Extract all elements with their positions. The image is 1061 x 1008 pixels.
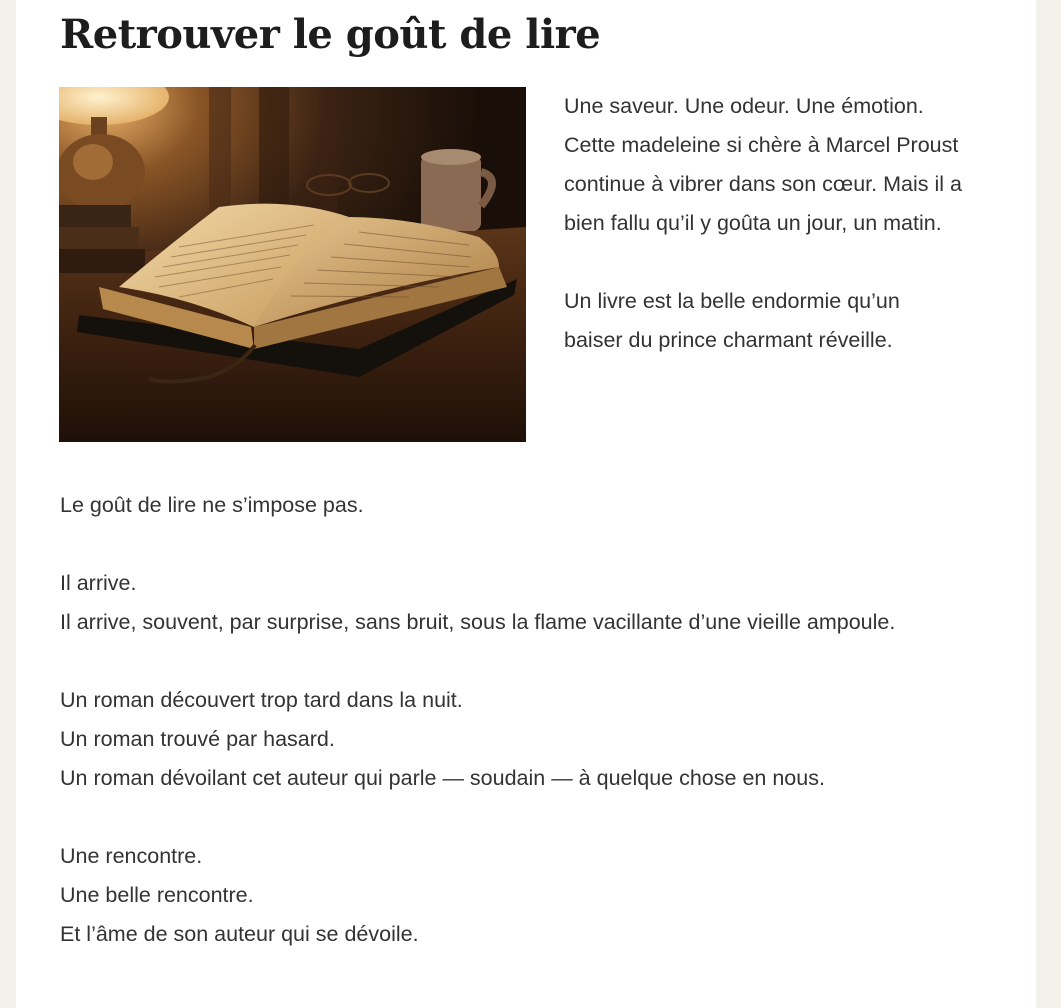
intro-paragraph-2: Un livre est la belle endormie qu’un baiser du prince charmant réveille. [564,289,900,352]
body-paragraph-3 [60,681,1020,798]
body-line: Il arrive, souvent, par surprise, sans bruit, sous la flame vacillante d’une vieille ampoule. [60,610,896,634]
body-line: Une rencontre. [60,844,203,868]
body-line: Le goût de lire ne s’impose pas. [60,493,364,517]
intro-column [564,87,964,399]
body-line: Une belle rencontre. [60,883,254,907]
body-paragraph-2 [60,564,1020,642]
body-line: Il arrive. [60,571,137,595]
article-title: Retrouver le goût de lire [60,11,601,58]
body-line: Un roman trouvé par hasard. [60,727,335,751]
body-line: Et l’âme de son auteur qui se dévoile. [60,922,419,946]
article-body [60,486,1020,993]
body-paragraph-4 [60,837,1020,954]
article-hero-image [59,87,526,442]
body-line: Un roman dévoilant cet auteur qui parle — soudain — à quelque chose en nous. [60,766,825,790]
article-page [16,0,1036,1008]
body-paragraph-1 [60,486,1020,525]
body-line: Un roman découvert trop tard dans la nuit. [60,688,463,712]
intro-paragraph-1: Une saveur. Une odeur. Une émotion. Cette madeleine si chère à Marcel Proust continue à vibrer dans son cœur. Mais il a bien fallu qu’il y goûta un jour, un matin. [564,94,962,235]
